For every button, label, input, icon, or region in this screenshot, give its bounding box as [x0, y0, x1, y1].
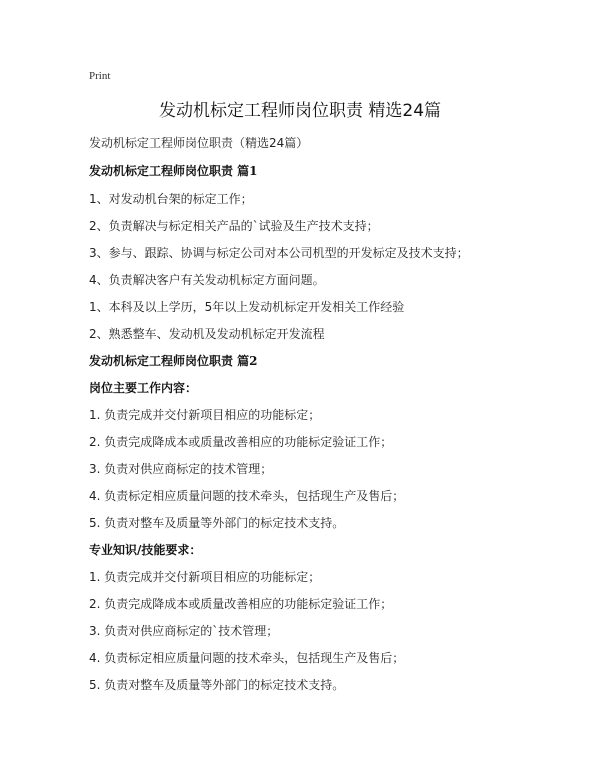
print-label: Print — [89, 70, 111, 82]
list-item: 4、负责解决客户有关发动机标定方面问题。 — [89, 273, 325, 287]
list-item: 1. 负责完成并交付新项目相应的功能标定； — [89, 570, 321, 584]
list-item: 2、熟悉整车、发动机及发动机标定开发流程 — [89, 327, 325, 341]
list-item: 4. 负责标定相应质量问题的技术牵头，包括现生产及售后； — [89, 651, 405, 665]
list-item: 3. 负责对供应商标定的技术管理； — [89, 462, 273, 476]
list-item: 4. 负责标定相应质量问题的技术牵头，包括现生产及售后； — [89, 489, 405, 503]
list-item: 1. 负责完成并交付新项目相应的功能标定； — [89, 408, 321, 422]
section-heading-1: 发动机标定工程师岗位职责 篇1 — [89, 164, 258, 178]
list-item: 5. 负责对整车及质量等外部门的标定技术支持。 — [89, 516, 345, 530]
page-title: 发动机标定工程师岗位职责 精选24篇 — [158, 101, 442, 121]
list-item: 5. 负责对整车及质量等外部门的标定技术支持。 — [89, 678, 345, 692]
list-item: 2. 负责完成降成本或质量改善相应的功能标定验证工作； — [89, 597, 393, 611]
list-item: 3. 负责对供应商标定的`技术管理； — [89, 624, 279, 638]
list-item: 2、负责解决与标定相关产品的`试验及生产技术支持； — [89, 219, 379, 233]
section-heading-2: 发动机标定工程师岗位职责 篇2 — [89, 354, 258, 368]
list-item: 1、对发动机台架的标定工作； — [89, 192, 253, 206]
list-item: 2. 负责完成降成本或质量改善相应的功能标定验证工作； — [89, 435, 393, 449]
list-item: 3、参与、跟踪、协调与标定公司对本公司机型的开发标定及技术支持； — [89, 246, 469, 260]
subheading-skills: 专业知识/技能要求： — [89, 543, 202, 557]
document-subtitle: 发动机标定工程师岗位职责（精选24篇） — [89, 136, 309, 150]
subheading-duties: 岗位主要工作内容： — [89, 381, 198, 395]
list-item: 1、本科及以上学历，5年以上发动机标定开发相关工作经验 — [89, 300, 405, 314]
